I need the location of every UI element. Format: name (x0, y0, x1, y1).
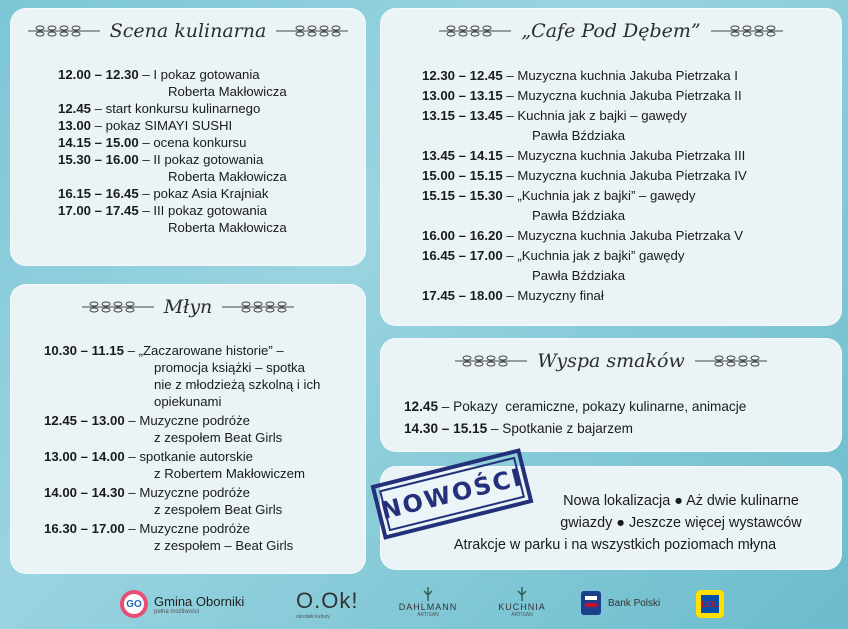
schedule-row-cont: promocja książki – spotka (154, 360, 305, 375)
schedule-row: 12.45 – Pokazy ceramiczne, pokazy kulinarne, animacje (404, 399, 747, 414)
panel-cafe-pod-debem (380, 8, 842, 326)
logo-bank-polski: Bank Polski (580, 590, 660, 616)
laurel-left-icon (455, 354, 527, 368)
schedule-row: 12.45 – 13.00 – Muzyczne podróże (44, 413, 251, 428)
cafe-title: „Cafe Pod Dębem” (521, 20, 701, 42)
gmina-sub: pełna możliwości (154, 608, 200, 615)
schedule-row: 13.00 – 13.15 – Muzyczna kuchnia Jakuba Pietrzaka II (422, 88, 742, 103)
schedule-row: 16.45 – 17.00 – „Kuchnia jak z bajki” gawędy (422, 248, 685, 263)
schedule-row-cont: z zespołem – Beat Girls (154, 538, 294, 553)
schedule-row: 16.15 – 16.45 – pokaz Asia Krajniak (58, 186, 269, 201)
wyspa-title: Wyspa smaków (537, 350, 685, 372)
schedule-row: 12.00 – 12.30 – I pokaz gotowania (58, 67, 260, 82)
schedule-row: 14.00 – 14.30 – Muzyczne podróże (44, 485, 251, 500)
gmina-name: Gmina Oborniki (154, 593, 245, 609)
schedule-row: 17.45 – 18.00 – Muzyczny finał (422, 288, 604, 303)
wyspa-header (380, 350, 842, 372)
pko-icon (580, 590, 602, 616)
logo-gmina-oborniki (120, 590, 244, 618)
cafe-schedule (422, 66, 747, 306)
schedule-row: 16.00 – 16.20 – Muzyczna kuchnia Jakuba Pietrzaka V (422, 228, 744, 243)
laurel-right-icon (695, 354, 767, 368)
schedule-row: 12.45 – start konkursu kulinarnego (58, 101, 261, 116)
schedule-row: 16.30 – 17.00 – Muzyczne podróże (44, 521, 251, 536)
news-line-3: Atrakcje w parku i na wszystkich poziomach młyna (453, 537, 777, 553)
schedule-row: 17.00 – 17.45 – III pokaz gotowania (58, 203, 267, 218)
wyspa-schedule (404, 396, 746, 440)
gmina-go-badge: GO (120, 590, 148, 618)
cafe-header (380, 20, 842, 42)
schedule-row: 13.45 – 14.15 – Muzyczna kuchnia Jakuba Pietrzaka III (422, 148, 746, 163)
schedule-row-cont: Roberta Makłowicza (168, 169, 287, 184)
schedule-row: 12.30 – 12.45 – Muzyczna kuchnia Jakuba Pietrzaka I (422, 68, 738, 83)
news-line-1: Nowa lokalizacja ● Aż dwie kulinarne (563, 493, 799, 509)
schedule-row: 14.15 – 15.00 – ocena konkursu (58, 135, 247, 150)
schedule-row-cont: Roberta Makłowicza (168, 220, 287, 235)
mlyn-title: Młyn (163, 296, 213, 318)
panel-wyspa-smakow (380, 338, 842, 452)
laurel-left-icon (28, 24, 100, 38)
schedule-row-cont: Pawła Bździaka (532, 268, 626, 283)
laurel-right-icon (222, 300, 294, 314)
schedule-row: 15.00 – 15.15 – Muzyczna kuchnia Jakuba Pietrzaka IV (422, 168, 747, 183)
panel-scena-kulinarna (10, 8, 366, 266)
schedule-row-cont: z Robertem Makłowiczem (154, 466, 305, 481)
schedule-row-cont: z zespołem Beat Girls (154, 430, 283, 445)
laurel-left-icon (439, 24, 511, 38)
schedule-row: 10.30 – 11.15 – „Zaczarowane historie” – (44, 343, 284, 358)
schedule-row-cont: z zespołem Beat Girls (154, 502, 283, 517)
sponsor-logos (0, 584, 848, 629)
scena-schedule (58, 66, 287, 236)
schedule-row: 15.15 – 15.30 – „Kuchnia jak z bajki” – gawędy (422, 188, 696, 203)
laurel-right-icon (711, 24, 783, 38)
logo-lidl: LIDL (696, 590, 724, 618)
kuchnia-icon (515, 586, 529, 602)
panel-mlyn (10, 284, 366, 574)
schedule-row-cont: Roberta Makłowicza (168, 84, 287, 99)
nowosci-stamp: NOWOŚCI (371, 448, 534, 540)
schedule-row-cont: Pawła Bździaka (532, 208, 626, 223)
laurel-right-icon (276, 24, 348, 38)
schedule-row-cont: nie z młodzieżą szkolną i ich (154, 377, 321, 392)
scena-title: Scena kulinarna (109, 20, 267, 42)
schedule-row: 13.00 – 14.00 – spotkanie autorskie (44, 449, 253, 464)
schedule-row: 15.30 – 16.00 – II pokaz gotowania (58, 152, 264, 167)
schedule-row: 14.30 – 15.15 – Spotkanie z bajarzem (404, 421, 633, 436)
logo-dahlmann: DAHLMANN ARTISAN (396, 586, 460, 618)
schedule-row: 13.00 – pokaz SIMAYI SUSHI (58, 118, 233, 133)
scena-header (10, 20, 366, 42)
schedule-row-cont: opiekunami (154, 394, 222, 409)
logo-kuchnia: KUCHNIA ARTISAN (490, 586, 554, 618)
logo-ok: O.Ok! ośrodek kultury (296, 588, 359, 620)
laurel-left-icon (82, 300, 154, 314)
mlyn-header (10, 296, 366, 318)
schedule-row: 13.15 – 13.45 – Kuchnia jak z bajki – gawędy (422, 108, 687, 123)
dahlmann-icon (421, 586, 435, 602)
schedule-row-cont: Pawła Bździaka (532, 128, 626, 143)
mlyn-schedule (44, 342, 320, 554)
news-line-2: gwiazdy ● Jeszcze więcej wystawców (560, 515, 802, 531)
